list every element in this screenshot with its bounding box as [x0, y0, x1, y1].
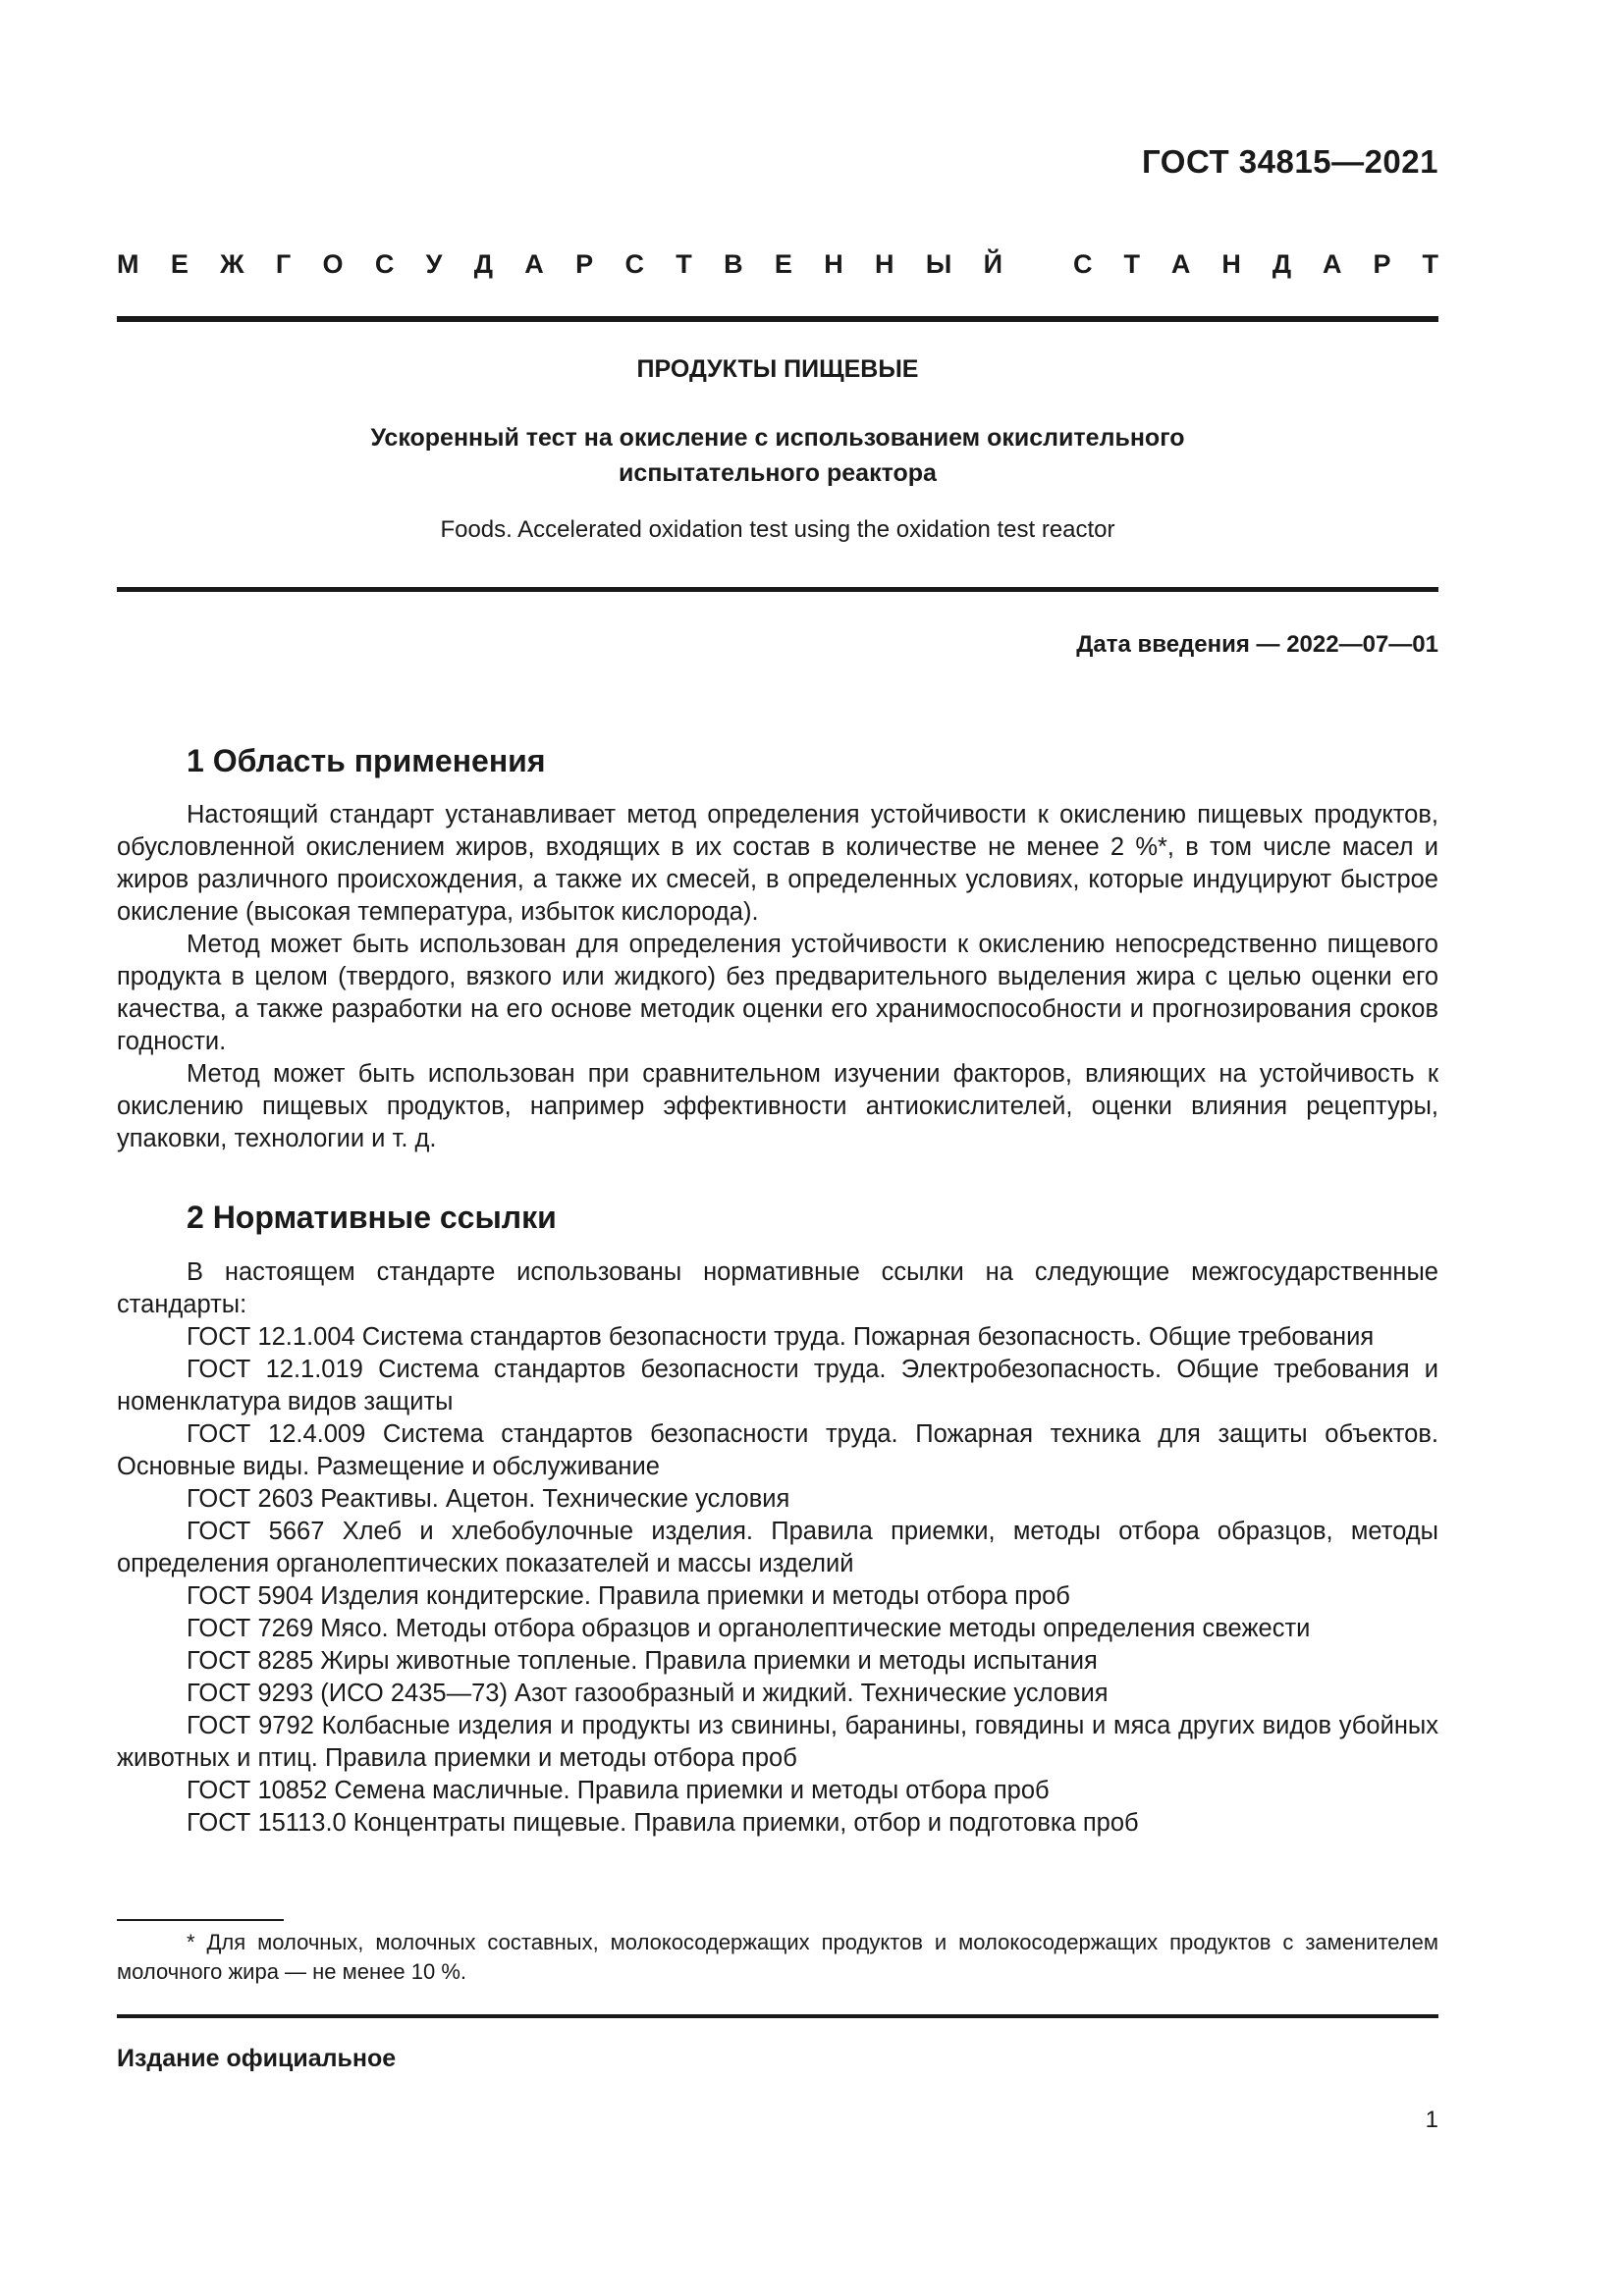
title-bottom-rule	[117, 587, 1438, 592]
official-edition-label: Издание официальное	[117, 2045, 397, 2072]
normative-reference: ГОСТ 15113.0 Концентраты пищевые. Правила приемки, отбор и подготовка проб	[187, 1809, 1139, 1837]
heading-letter: Е	[170, 249, 189, 279]
standard-word	[1073, 249, 1438, 280]
interstate-word	[117, 249, 1002, 280]
section-2-body	[117, 1256, 1438, 1840]
page-number: 1	[1425, 2107, 1438, 2133]
heading-letter: Р	[575, 249, 594, 279]
heading-letter: Е	[774, 249, 792, 279]
heading-letter: Т	[676, 249, 692, 279]
heading-letter: Д	[473, 249, 493, 279]
heading-letter: Н	[875, 249, 894, 279]
normative-reference: ГОСТ 7269 Мясо. Методы отбора образцов и органолептические методы определения свежести	[187, 1615, 1311, 1642]
heading-letter: Д	[1272, 249, 1292, 279]
normative-reference: ГОСТ 12.4.009 Система стандартов безопасности труда. Пожарная техника для защиты объектов. Основные виды. Размещение и обслуживание	[117, 1420, 1438, 1480]
interstate-standard-heading	[117, 249, 1438, 280]
footnote-separator	[117, 1919, 284, 1921]
footer-rule	[117, 2014, 1438, 2018]
heading-letter: С	[1073, 249, 1093, 279]
heading-letter: Н	[1221, 249, 1241, 279]
introduction-date: Дата введения — 2022—07—01	[1076, 631, 1438, 658]
normative-reference: ГОСТ 5667 Хлеб и хлебобулочные изделия. Правила приемки, методы отбора образцов, методы определения органолептических показателей и массы изделий	[117, 1518, 1438, 1577]
document-title: ПРОДУКТЫ ПИЩЕВЫЕ	[636, 355, 919, 383]
normative-reference: ГОСТ 12.1.019 Система стандартов безопасности труда. Электробезопасность. Общие требования и номенклатура видов защиты	[117, 1356, 1438, 1415]
english-title: Foods. Accelerated oxidation test using the oxidation test reactor	[440, 516, 1115, 543]
heading-letter: Й	[983, 249, 1002, 279]
normative-reference: ГОСТ 9293 (ИСО 2435—73) Азот газообразный и жидкий. Технические условия	[187, 1680, 1109, 1707]
heading-letter: С	[374, 249, 395, 279]
section-1-paragraph: Метод может быть использован при сравнительном изучении факторов, влияющих на устойчивость к окислению пищевых продуктов, например эффективности антиокислителей, оценки влияния рецептуры, упаковки, технологии и т. д.	[117, 1060, 1438, 1152]
top-heavy-rule	[117, 316, 1438, 322]
heading-letter: А	[1170, 249, 1191, 279]
heading-letter: А	[524, 249, 544, 279]
heading-letter: Г	[275, 249, 292, 279]
section-1-paragraph: Метод может быть использован для определения устойчивости к окислению непосредственно пищевого продукта в целом (твердого, вязкого или жидкого) без предварительного выделения жира с целью оценки его качества, а также разработки на его основе методик оценки его хранимоспособности и прогнозирования сроков годности.	[117, 931, 1438, 1055]
section-1-title: 1 Область применения	[187, 743, 546, 778]
heading-letter: Ж	[220, 249, 244, 279]
normative-reference: ГОСТ 8285 Жиры животные топленые. Правила приемки и методы испытания	[187, 1647, 1098, 1675]
heading-letter: У	[425, 249, 443, 279]
normative-reference: ГОСТ 2603 Реактивы. Ацетон. Технические условия	[187, 1485, 790, 1513]
heading-letter: Н	[824, 249, 843, 279]
heading-letter: Ы	[925, 249, 952, 279]
document-subtitle: Ускоренный тест на окисление с использованием окислительного испытательного реактора	[370, 424, 1185, 487]
heading-letter: В	[724, 249, 743, 279]
heading-letter: Т	[1123, 249, 1140, 279]
normative-reference: ГОСТ 5904 Изделия кондитерские. Правила приемки и методы отбора проб	[187, 1582, 1070, 1610]
footnote: * Для молочных, молочных составных, молокосодержащих продуктов и молокосодержащих продуктов с заменителем молочного жира — не менее 10 %.	[117, 1930, 1438, 1984]
heading-letter: С	[624, 249, 644, 279]
heading-letter: А	[1323, 249, 1342, 279]
heading-letter: О	[322, 249, 344, 279]
section-1-body	[117, 799, 1438, 1155]
section-2-title: 2 Нормативные ссылки	[187, 1200, 557, 1235]
section-1-paragraph: Настоящий стандарт устанавливает метод определения устойчивости к окислению пищевых продуктов, обусловленной окислением жиров, входящих в их состав в количестве не менее 2 %*, в том числе масел и жиров различного происхождения, а также их смесей, в определенных условиях, которые индуцируют быстрое окисление (высокая температура, избыток кислорода).	[117, 801, 1438, 926]
heading-letter: Р	[1373, 249, 1391, 279]
normative-reference: ГОСТ 10852 Семена масличные. Правила приемки и методы отбора проб	[187, 1777, 1050, 1804]
heading-letter: М	[117, 249, 139, 279]
section-2-intro: В настоящем стандарте использованы нормативные ссылки на следующие межгосударственные стандарты:	[117, 1258, 1438, 1318]
heading-letter: Т	[1422, 249, 1438, 279]
normative-reference: ГОСТ 9792 Колбасные изделия и продукты из свинины, баранины, говядины и мяса других видов убойных животных и птиц. Правила приемки и методы отбора проб	[117, 1712, 1438, 1772]
normative-reference: ГОСТ 12.1.004 Система стандартов безопасности труда. Пожарная безопасность. Общие требования	[187, 1323, 1375, 1351]
gost-number: ГОСТ 34815—2021	[1142, 143, 1438, 180]
